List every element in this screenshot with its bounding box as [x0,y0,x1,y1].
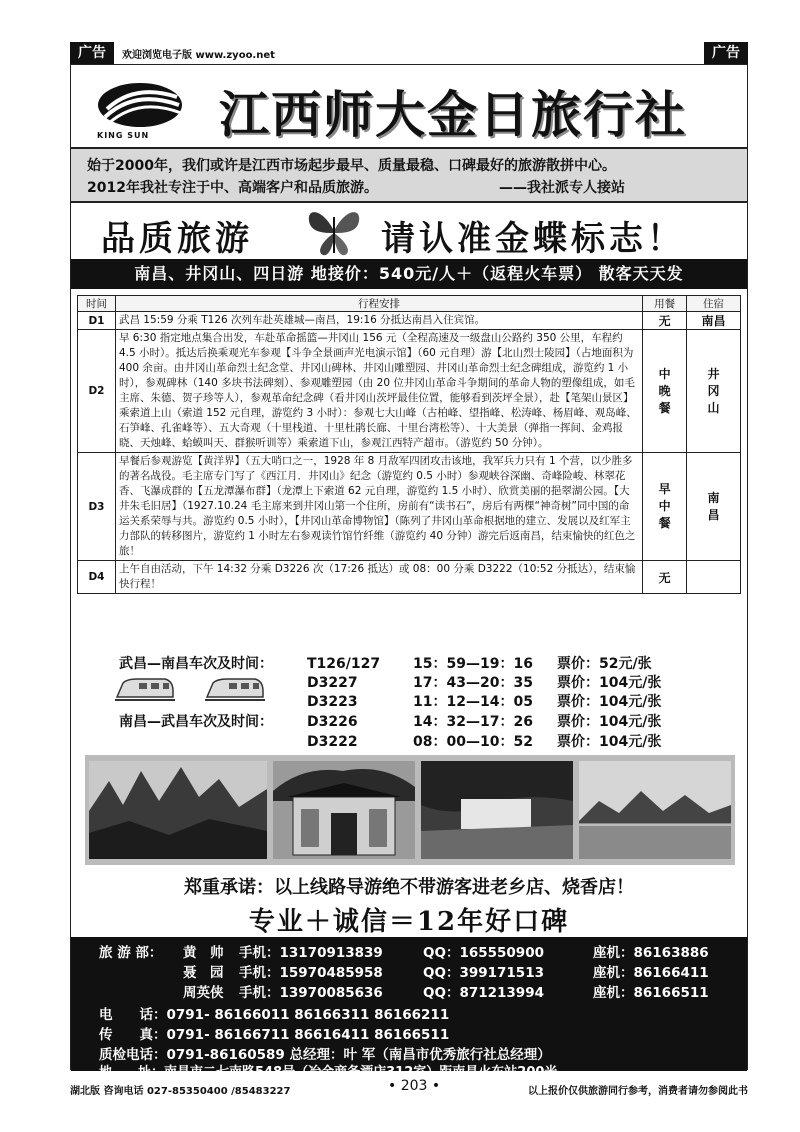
table-header-row [78,296,741,312]
staff-name: 周英侠 [183,985,224,1001]
train-number: D3226 [307,714,358,730]
train-icon [205,675,265,703]
staff-name: 聂 园 [183,965,224,981]
slogan [71,203,747,259]
train-time: 14：32—17：26 [413,714,533,730]
intro-line-1: 始于2000年，我们或许是江西市场起步最早、质量最稳、口碑最好的旅游散拼中心。 [87,158,616,174]
plan-cell: 早 6:30 指定地点集合出发，车赴革命摇篮—井冈山 156 元（全程高速及一级盘山公路约 350 公里，车程约 4.5 小时）。抵达后换乘观光车参观【斗争全景画声光电演示馆】（60 元自理）游【北山烈士陵园】（占地面积为 400 余亩。由井冈山革命烈士纪念堂、井冈山碑林、井冈山雕塑园、井冈山革命烈士纪念碑组成，游览约 1 小时），参观碑林（140 多块书法碑刻）、参观雕塑园（由 20 位井冈山革命斗争期间的革命人物的塑像组成，如毛主席、朱德、贺子珍等人），参观革命纪念碑（看井冈山茨坪最佳位置，能够看到茨坪全景），赴【笔架山景区】乘索道上山（索道 152 元自理，游览约 3 小时）：参观七大山峰（古柏峰、望指峰、松涛峰、杨眉峰、观岛峰、石笋峰、孔雀峰等）、五大奇观（十里栈道、十里杜鹃长廊、十里台湾松等）、十大美景（弹指一挥间、金鸡报晓、天烛峰、蛤蟆叫天、群猴听训等）乘索道下山，参观江西特产超市。（游览约 50 分钟）。 [115,330,642,453]
train-price: 票价：52元/张 [557,656,652,672]
train-price: 票价：104元/张 [557,714,662,730]
header [71,65,747,147]
lake-photo [579,761,731,859]
staff-seat: 座机：86163886 [593,945,709,961]
stay-cell: 南昌 [687,312,741,330]
staff-seat: 座机：86166411 [593,965,709,981]
stay-cell [687,561,741,594]
train-icon [115,675,175,703]
train-time: 15：59—19：16 [413,656,533,672]
ad-tag-left: 广告 [70,42,114,64]
plan-cell: 上午自由活动，下午 14:32 分乘 D3226 次（17:26 抵达）或 08：00 分乘 D3222（10:52 分抵达），结束愉快行程！ [115,561,642,594]
train-price: 票价：104元/张 [557,694,662,710]
slogan-part-2: 请认准金蝶标志！ [381,219,685,259]
old-residence-photo [273,761,415,859]
footer-right: 以上报价仅供旅游同行参考，消费者请勿参阅此书 [528,1086,748,1097]
plan-cell: 早餐后参观游览【黄洋界】（五大哨口之一，1928 年 8 月敌军四团攻击该地，我军兵力只有 1 个营，以少胜多的著名战役。毛主席专门写了《西江月．井冈山》纪念（游览约 0.5 小时）参观峡谷深幽、奇峰险峻、林翠花香、飞瀑成群的【五龙潭瀑布群】（龙潭上下索道 62 元自理，游览约 1.5 小时）、欣赏美丽的挹翠湖公园。【大井朱毛旧居】（1927.10.24 毛主席来到井冈山第一个住所，房前有“读书石”，房后有两棵“神奇树”同中国的命运关系荣辱与共。游览约 0.5 小时），【井冈山革命博物馆】（陈列了井冈山革命根据地的建立、发展以及红军主力部队的转移图片，游览约 1 小时左右参观读竹馆竹纤维（游览约 40 分钟）游完后返南昌，结束愉快的红色之旅！ [115,453,642,561]
train-row [307,711,661,731]
staff-phone: 手机：13970085636 [239,985,383,1001]
staff-phone: 手机：13170913839 [239,945,383,961]
table-row [78,312,741,330]
dept-label: 旅 游 部： [99,945,163,961]
col-day: 时间 [78,296,116,312]
day-cell: D4 [78,561,116,594]
staff-name: 黄 帅 [183,945,224,961]
meal-value: 中晚餐 [658,366,671,415]
stay-value: 南昌 [707,490,720,522]
train-time: 11：12—14：05 [413,694,533,710]
intro-sign: ——我社派专人接站 [499,180,625,196]
meal-cell [643,453,687,561]
advert-frame [70,64,748,1080]
staff-row [99,941,709,961]
train-number: T126/127 [307,656,381,672]
staff-row [183,981,709,1001]
meal-cell: 无 [643,561,687,594]
footer-left: 湖北版 咨询电话 027-85350400 /85483227 [70,1086,291,1097]
staff-qq: QQ：399171513 [423,965,544,981]
train-time: 17：43—20：35 [413,675,533,691]
company-name: 江西师大金日旅行社 [219,86,687,144]
itinerary-table [77,295,741,594]
stay-cell [687,453,741,561]
meal-value: 早中餐 [658,482,671,530]
table-row [78,561,741,594]
promise-text: 郑重承诺：以上线路导游绝不带游客进老乡店、烧香店！ [184,877,634,898]
logo-text: KING SUN [97,131,150,140]
return-label: 南昌—武昌车次及时间： [119,714,273,730]
route-banner: 南昌、井冈山、四日游 地接价：540元/人＋（返程火车票） 散客天天发 [71,259,747,289]
day-cell: D3 [78,453,116,561]
day-cell: D1 [78,312,116,330]
col-stay: 住宿 [687,296,741,312]
train-time: 08：00—10：52 [413,734,533,750]
table-row [78,330,741,453]
staff-qq: QQ：165550900 [423,945,544,961]
meal-cell: 无 [643,312,687,330]
staff-phone: 手机：15970485958 [239,965,383,981]
stay-cell [687,330,741,453]
train-row [307,672,661,692]
train-schedule [71,649,747,749]
page-number: • 203 • [388,1078,441,1094]
motto-text: 专业＋诚信＝12年好口碑 [248,907,570,937]
welcome-text: 欢迎浏览电子版 www.zyoo.net [122,50,275,61]
train-number: D3222 [307,734,358,750]
intro-line-2: 2012年我社专注于中、高端客户和品质旅游。 [87,180,378,196]
day-cell: D2 [78,330,116,453]
tel-row: 电 话：0791- 86166011 86166311 86166211 [99,1007,450,1023]
train-row [307,731,661,751]
intro-band [71,147,747,203]
top-bar [70,42,748,64]
footer [70,1076,748,1096]
train-price: 票价：104元/张 [557,675,662,691]
train-number: D3227 [307,675,358,691]
col-meal: 用餐 [643,296,687,312]
qc-row: 质检电话：0791-86160589 总经理：叶 军（南昌市优秀旅行社总经理） [99,1047,551,1063]
ad-tag-right: 广告 [704,42,748,64]
outbound-label: 武昌—南昌车次及时间： [119,656,273,672]
col-plan: 行程安排 [115,296,642,312]
contact-block [71,937,747,1080]
staff-row [183,961,709,981]
fax-row: 传 真：0791- 86166711 86616411 86166511 [99,1027,450,1043]
staff-qq: QQ：871213994 [423,985,544,1001]
train-row [307,653,652,673]
stay-value: 井冈山 [707,366,720,415]
table-row [78,453,741,561]
train-number: D3223 [307,694,358,710]
train-price: 票价：104元/张 [557,734,662,750]
king-sun-logo-icon [95,79,185,139]
meal-cell [643,330,687,453]
staff-seat: 座机：86166511 [593,985,709,1001]
train-row [307,691,661,711]
slogan-part-1: 品质旅游 [101,219,253,259]
address-row: 地 址：南昌市二七南路548号（冶金商务酒店312室）距南昌火车站200米 [99,1065,558,1080]
photo-strip [85,755,735,865]
waterfall-photo [421,761,573,859]
plan-cell: 武昌 15:59 分乘 T126 次列车赴英雄城—南昌，19:16 分抵达南昌入住宾馆。 [115,312,642,330]
butterfly-icon [303,203,365,259]
mountain-photo [89,761,267,859]
